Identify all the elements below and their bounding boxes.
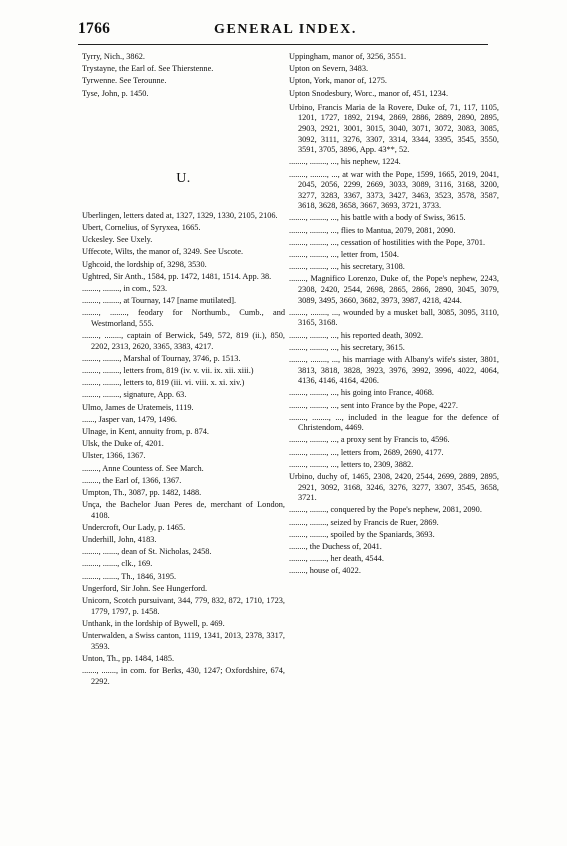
index-entry: ........, ........, ..., wounded by a musket ball, 3085, 3095, 3110, 3165, 3168.	[289, 307, 499, 328]
index-entry: Tyrry, Nich., 3862.	[82, 52, 145, 61]
index-entry: Ulmo, James de Uratemeis, 1119.	[82, 402, 194, 412]
index-entry: ........, ........, feodary for Northumb., Cumb., and Westmorland, 555.	[82, 308, 285, 328]
index-entry: Ubert, Cornelius, of Syryxea, 1665.	[82, 222, 201, 232]
left-column	[82, 52, 285, 689]
index-entry: Upton, York, manor of, 1275.	[289, 76, 387, 86]
index-entry: ......, Jasper van, 1479, 1496.	[82, 414, 177, 424]
left-top-entries	[82, 52, 285, 99]
running-head: GENERAL INDEX.	[214, 22, 357, 37]
index-entry: ........, ........, Marshal of Tournay, 3746, p. 1513.	[82, 353, 241, 363]
index-entry: ........, the Duchess of, 2041.	[289, 541, 382, 551]
index-entry: Undercroft, Our Lady, p. 1465.	[82, 522, 186, 532]
index-entry: Tyrwenne. See Terounne.	[82, 76, 167, 86]
right-main-entries	[289, 103, 499, 577]
index-entry: Ungerford, Sir John. See Hungerford.	[82, 583, 208, 593]
section-gap	[82, 101, 285, 167]
index-entry: ........, ........, ..., sent into France by the Pope, 4227.	[289, 400, 458, 410]
index-entry: ........, ........, at Tournay, 147 [name mutilated].	[82, 296, 237, 306]
right-top-entries	[289, 52, 499, 99]
section-letter: U.	[176, 170, 191, 186]
index-entry: Uppingham, manor of, 3256, 3551.	[289, 52, 407, 61]
index-entry: ........, ........, ..., cessation of hostilities with the Pope, 3701.	[289, 237, 486, 247]
index-entry: ........, the Earl of, 1366, 1367.	[82, 475, 182, 485]
index-entry: Urbino, duchy of, 1465, 2308, 2420, 2544, 2699, 2889, 2895, 2921, 3092, 3168, 3246, 3276, 3277, 3307, 3545, 3658, 3721.	[289, 472, 499, 503]
index-entry: ........, ........, ..., letter from, 1504.	[289, 250, 399, 260]
index-entry: ........, ........, ..., his secretary, 3108.	[289, 262, 405, 272]
index-entry: Ulsk, the Duke of, 4201.	[82, 439, 164, 449]
index-entry: Ughcoid, the lordship of, 3298, 3530.	[82, 259, 207, 269]
index-entry: ........, ........, ..., letters from, 2689, 2690, 4177.	[289, 447, 444, 457]
index-entry: ........, ........, ..., included in the league for the defence of Christendom, 4469.	[289, 412, 499, 433]
index-entry: ........, ........, conquered by the Pope's nephew, 2081, 2090.	[289, 505, 482, 515]
index-entry: Trystayne, the Earl of. See Thierstenne.	[82, 64, 214, 74]
index-entry: ........, ......., Th., 1846, 3195.	[82, 571, 177, 581]
index-entry: ........, ......., dean of St. Nicholas, 2458.	[82, 547, 212, 557]
index-entry: ........, house of, 4022.	[289, 566, 361, 576]
index-entry: ........, ........, ..., his marriage with Albany's wife's sister, 3801, 3813, 3818, 3828, 3923, 3976, 3992, 3996, 4022, 4064, 4136, 4146, 4164, 4206.	[289, 354, 499, 386]
right-column	[289, 52, 499, 579]
header-rule	[78, 44, 488, 45]
index-entry: ........, ........, ..., his reported death, 3092.	[289, 330, 424, 340]
index-entry: ........, ........, spoiled by the Spaniards, 3693.	[289, 529, 435, 539]
index-entry: Upton Snodesbury, Worc., manor of, 451, 1234.	[289, 88, 449, 98]
index-entry: Unça, the Bachelor Juan Peres de, merchant of London, 4108.	[82, 500, 285, 520]
index-entry: Unthank, in the lordship of Bywell, p. 469.	[82, 618, 225, 628]
index-entry: ........, ........, captain of Berwick, 549, 572, 819 (ii.), 850, 2202, 2313, 2620, 3365, 3383, 4217.	[82, 331, 285, 351]
index-entry: ........, ........, in com., 523.	[82, 283, 168, 293]
index-entry: ........, ........, ..., his secretary, 3615.	[289, 342, 405, 352]
index-entry: ........, ........, ..., his nephew, 1224.	[289, 157, 401, 167]
index-entry: Urbino, Francis Maria de la Rovere, Duke of, 71, 117, 1105, 1201, 1727, 1892, 2194, 2869, 2886, 2889, 2890, 2895, 2903, 2921, 3001, 3015, 3040, 3071, 3072, 3083, 3085, 3092, 3111, 3276, 3307, 3314, 3344, 3395, 3545, 3550, 3591, 3705, 3896, App. 43**, 52.	[289, 102, 499, 155]
index-entry: Umpton, Th., 3087, pp. 1482, 1488.	[82, 487, 202, 497]
index-entry: ........, Anne Countess of. See March.	[82, 463, 204, 473]
index-entry: ........, ........, letters from, 819 (iv. v. vii. ix. xii. xiii.)	[82, 366, 254, 375]
index-entry: ........, ........, ..., flies to Mantua, 2079, 2081, 2090.	[289, 225, 456, 235]
page-number: 1766	[78, 20, 111, 37]
index-entry: ........, ......., clk., 169.	[82, 559, 153, 569]
index-entry: ......., ......., in com. for Berks, 430, 1247; Oxfordshire, 674, 2292.	[82, 665, 285, 686]
index-entry: Uckesley. See Uxely.	[82, 235, 153, 245]
left-main-entries	[82, 211, 285, 687]
index-entry: ........, Magnifico Lorenzo, Duke of, the Pope's nephew, 2243, 2308, 2420, 2544, 2698, 2865, 2866, 2890, 3045, 3079, 3089, 3495, 3660, 3682, 3973, 3987, 4218, 4244.	[289, 274, 499, 305]
index-entry: Unterwalden, a Swiss canton, 1119, 1341, 2013, 2378, 3317, 3593.	[82, 630, 285, 651]
index-entry: Ughtred, Sir Anth., 1584, pp. 1472, 1481, 1514. App. 38.	[82, 271, 272, 281]
index-entry: Underhill, John, 4183.	[82, 535, 157, 545]
index-entry: Tyse, John, p. 1450.	[82, 88, 149, 98]
index-entry: Ulster, 1366, 1367.	[82, 451, 146, 461]
index-entry: ........, ........, ..., letters to, 2309, 3882.	[289, 459, 414, 469]
index-entry: Unton, Th., pp. 1484, 1485.	[82, 653, 175, 663]
index-entry: ........, ........, letters to, 819 (iii. vi. viii. x. xi. xiv.)	[82, 378, 245, 388]
index-entry: ........, ........, ..., his going into France, 4068.	[289, 388, 434, 398]
index-entry: ........, ........, ..., his battle with a body of Swiss, 3615.	[289, 213, 466, 223]
index-entry: Upton on Severn, 3483.	[289, 64, 369, 74]
index-entry: ........, ........, ..., a proxy sent by Francis to, 4596.	[289, 435, 450, 445]
index-entry: ........, ........, signature, App. 63.	[82, 390, 187, 400]
index-entry: ........, ........, seized by Francis de Ruer, 2869.	[289, 517, 439, 527]
index-entry: ........, ........, her death, 4544.	[289, 554, 384, 564]
index-entry: Unicorn, Scotch pursuivant, 344, 779, 832, 872, 1710, 1723, 1779, 1797, p. 1458.	[82, 595, 285, 616]
index-entry: Ulnage, in Kent, annuity from, p. 874.	[82, 426, 209, 436]
index-entry: ........, ........, ..., at war with the Pope, 1599, 1665, 2019, 2041, 2045, 2056, 2299, 2669, 3033, 3089, 3116, 3168, 3200, 3277, 3283, 3367, 3373, 3427, 3463, 3523, 3578, 3587, 3618, 3628, 3658, 3667, 3693, 3721, 3733.	[289, 169, 499, 211]
index-entry: Uberlingen, letters dated at, 1327, 1329, 1330, 2105, 2106.	[82, 210, 278, 220]
index-entry: Uffecote, Wilts, the manor of, 3249. See Uscote.	[82, 247, 244, 257]
